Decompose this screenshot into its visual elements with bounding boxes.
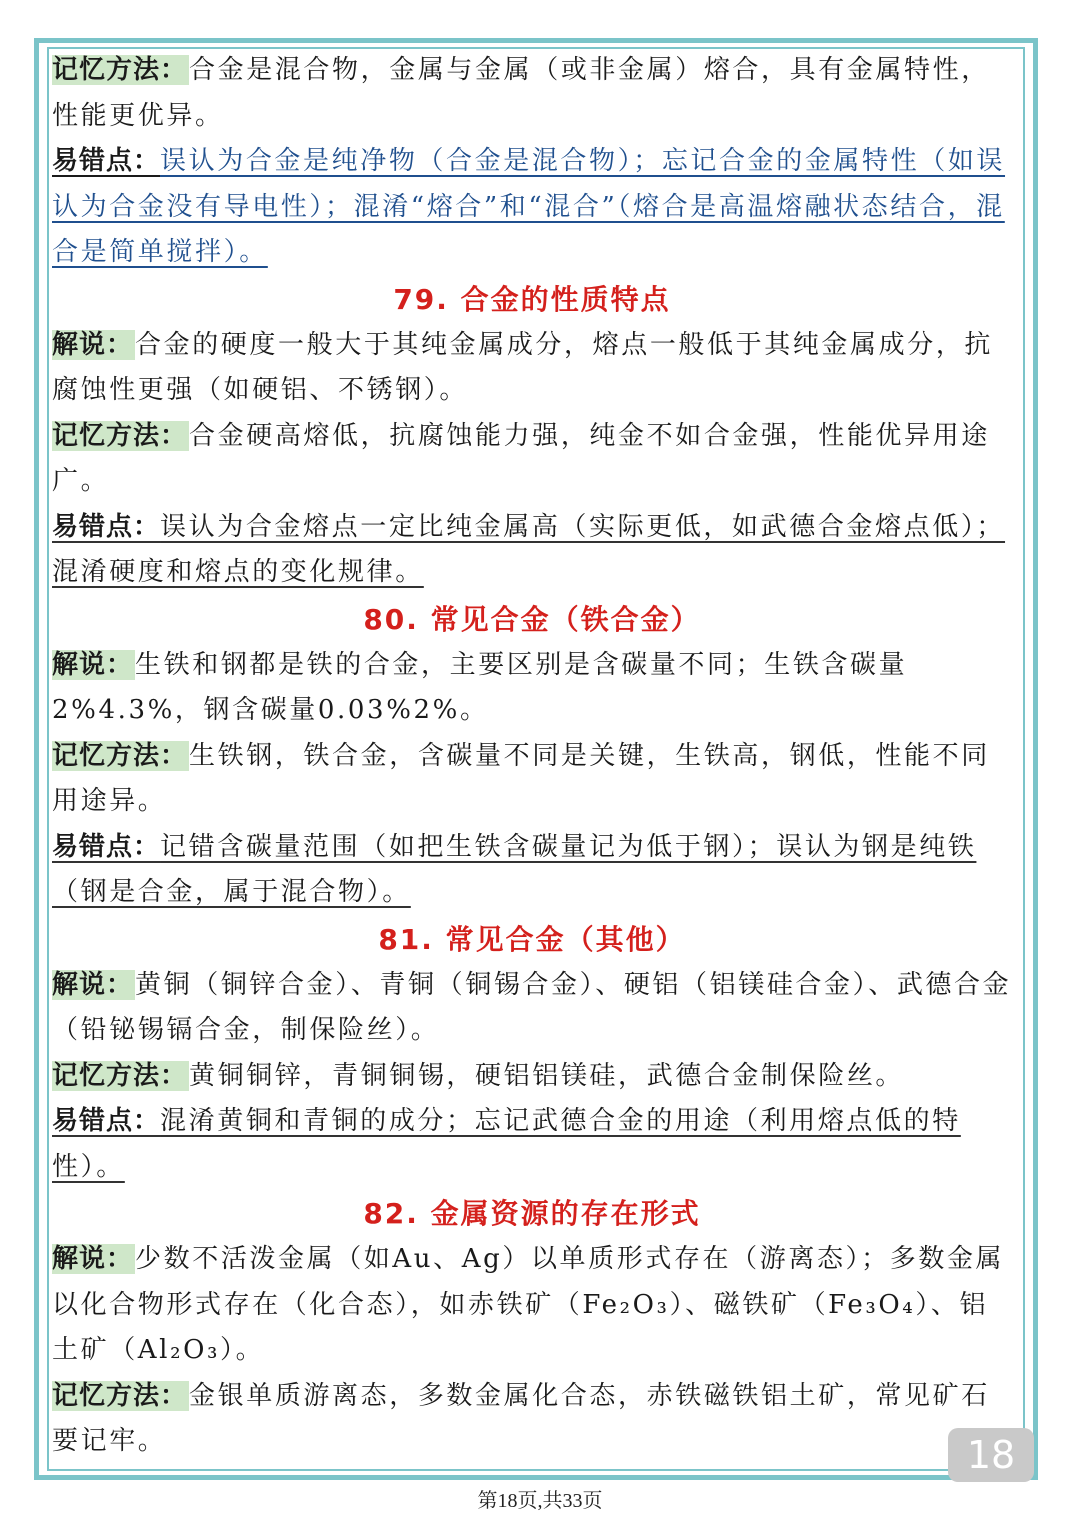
error-text: 误认为合金熔点一定比纯金属高（实际更低，如武德合金熔点低）；混淆硬度和熔点的变化规律。 (52, 511, 1006, 587)
page-number-badge: 18 (948, 1428, 1034, 1482)
explain-label: 解说： (52, 329, 134, 360)
error-label: 易错点： (52, 511, 161, 542)
memory-paragraph (52, 48, 1012, 139)
error-text: 混淆黄铜和青铜的成分；忘记武德合金的用途（利用熔点低的特性）。 (52, 1106, 961, 1182)
explain-text: 生铁和钢都是铁的合金，主要区别是含碳量不同；生铁含碳量2%4.3%，钢含碳量0.03%2%。 (52, 649, 908, 725)
memory-label: 记忆方法： (52, 1380, 188, 1411)
section-heading: 80. 常见合金（铁合金） (363, 602, 701, 636)
memory-text: 黄铜铜锌，青铜铜锡，硬铝铝镁硅，武德合金制保险丝。 (189, 1060, 905, 1091)
explain-text: 黄铜（铜锌合金）、青铜（铜锡合金）、硬铝（铝镁硅合金）、武德合金（铅铋锡镉合金，制保险丝）。 (52, 969, 1012, 1045)
explain-paragraph (52, 323, 1012, 414)
error-label: 易错点： (52, 831, 161, 862)
memory-paragraph (52, 734, 1012, 825)
section-heading: 81. 常见合金（其他） (378, 922, 686, 956)
memory-text: 生铁钢，铁合金，含碳量不同是关键，生铁高，钢低，性能不同用途异。 (52, 740, 990, 816)
memory-label: 记忆方法： (52, 420, 188, 451)
error-text: 记错含碳量范围（如把生铁含碳量记为低于钢）；误认为钢是纯铁（钢是合金，属于混合物）。 (52, 831, 977, 907)
memory-paragraph (52, 1054, 1012, 1100)
error-paragraph (52, 139, 1012, 276)
memory-text: 金银单质游离态，多数金属化合态，赤铁磁铁铝土矿，常见矿石要记牢。 (52, 1380, 990, 1456)
error-paragraph (52, 1099, 1012, 1190)
explain-text: 合金的硬度一般大于其纯金属成分，熔点一般低于其纯金属成分，抗腐蚀性更强（如硬铝、不锈钢）。 (52, 329, 994, 405)
explain-paragraph (52, 963, 1012, 1054)
memory-label: 记忆方法： (52, 55, 188, 85)
error-text: 误认为合金是纯净物（合金是混合物）；忘记合金的金属特性（如误认为合金没有导电性）；混淆“熔合”和“混合”（熔合是高温熔融状态结合，混合是简单搅拌）。 (52, 146, 1006, 267)
section-heading: 82. 金属资源的存在形式 (363, 1197, 701, 1230)
memory-paragraph (52, 414, 1012, 505)
error-label: 易错点： (52, 146, 161, 176)
memory-text: 合金硬高熔低，抗腐蚀能力强，纯金不如合金强，性能优异用途广。 (52, 420, 990, 496)
document-content (52, 48, 1012, 1465)
error-paragraph (52, 825, 1012, 916)
memory-paragraph (52, 1374, 1012, 1465)
memory-label: 记忆方法： (52, 1060, 188, 1091)
error-label: 易错点： (52, 1106, 161, 1136)
explain-label: 解说： (52, 1244, 134, 1274)
explain-paragraph (52, 1237, 1012, 1374)
explain-label: 解说： (52, 649, 134, 680)
explain-paragraph (52, 643, 1012, 734)
explain-text: 少数不活泼金属（如Au、Ag）以单质形式存在（游离态）；多数金属以化合物形式存在（化合态），如赤铁矿（Fe₂O₃）、磁铁矿（Fe₃O₄）、铝土矿（Al₂O₃）。 (52, 1244, 1005, 1365)
section-heading: 79. 合金的性质特点 (393, 282, 671, 316)
page-footer: 第18页,共33页 (477, 1490, 603, 1512)
memory-text: 合金是混合物，金属与金属（或非金属）熔合，具有金属特性，性能更优异。 (52, 55, 990, 131)
error-paragraph (52, 505, 1012, 596)
explain-label: 解说： (52, 969, 134, 1000)
memory-label: 记忆方法： (52, 740, 188, 771)
